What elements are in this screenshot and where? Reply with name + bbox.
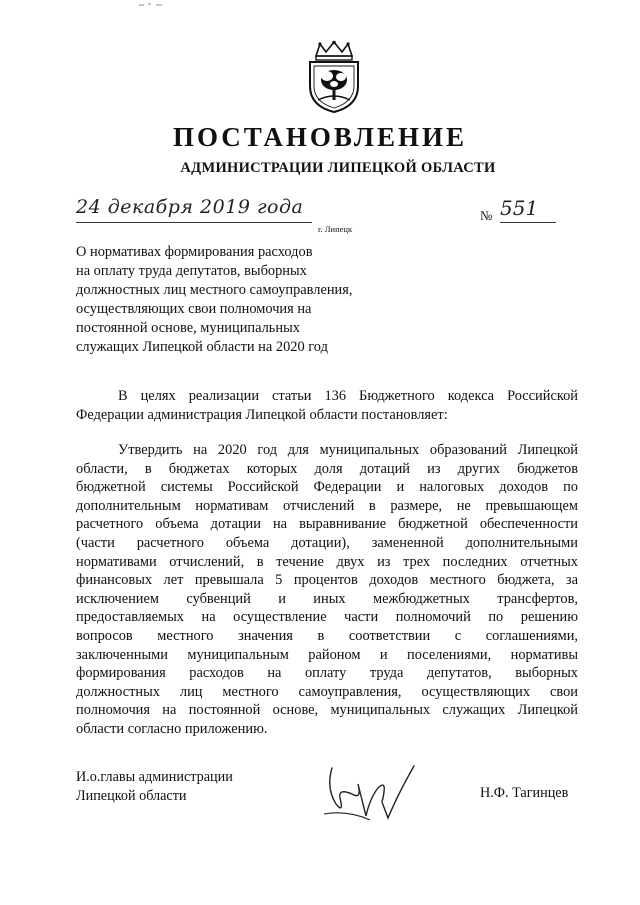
heading-line: осуществляющих свои полномочия на	[76, 301, 312, 317]
paragraph-line: полномочия на постоянной основе, муниципальных служащих Липецкой	[76, 702, 578, 719]
resolution-body-paragraph	[76, 441, 578, 739]
document-subtitle: АДМИНИСТРАЦИИ ЛИПЕЦКОЙ ОБЛАСТИ	[180, 160, 496, 176]
paragraph-line: предоставляемых на осуществление части полномочий по решению	[76, 609, 578, 626]
scan-mark-icon	[138, 0, 164, 8]
paragraph-line: Федерации администрация Липецкой области постановляет:	[76, 406, 448, 423]
heading-line: служащих Липецкой области на 2020 год	[76, 339, 328, 355]
heading-line: постоянной основе, муниципальных	[76, 320, 300, 336]
paragraph-line: расчетного объема дотации на выравнивание бюджетной обеспеченности	[76, 516, 578, 533]
paragraph-line: В целях реализации статьи 136 Бюджетного кодекса Российской	[118, 388, 578, 404]
number-underline	[500, 222, 556, 223]
paragraph-line: области согласно приложению.	[76, 720, 268, 737]
signatory-position-line: И.о.главы администрации	[76, 769, 233, 785]
coat-of-arms-icon	[302, 40, 366, 114]
paragraph-line: (части расчетного объема дотации), замененной дополнительными	[76, 534, 578, 551]
paragraph-line: бюджетной системы Российской Федерации и налоговых доходов по	[76, 479, 578, 496]
paragraph-line: дополнительным нормативам отчислений в размере, не превышающем	[76, 497, 578, 514]
paragraph-line: вопросов местного значения в соответствии с соглашениями,	[76, 627, 578, 644]
paragraph-line: исключением субвенций и иных межбюджетных трансфертов,	[76, 590, 578, 607]
handwritten-number: 551	[500, 196, 539, 220]
handwritten-date: 24 декабря 2019 года	[76, 196, 304, 218]
paragraph-line: формирования расходов на оплату труда депутатов, выборных	[76, 665, 578, 682]
signatory-position	[76, 768, 233, 806]
preamble-paragraph	[76, 387, 578, 424]
resolution-heading	[76, 243, 376, 357]
heading-line: О нормативах формирования расходов	[76, 244, 313, 260]
date-underline	[76, 222, 312, 223]
signatory-name: Н.Ф. Тагинцев	[480, 785, 569, 801]
city-label: г. Липецк	[318, 224, 353, 234]
document-title: ПОСТАНОВЛЕНИЕ	[172, 122, 468, 152]
paragraph-line: Утвердить на 2020 год для муниципальных образований Липецкой	[118, 442, 578, 458]
heading-line: должностных лиц местного самоуправления,	[76, 282, 353, 298]
paragraph-line: финансовых лет превышала 5 процентов доходов местного бюджета, за	[76, 572, 578, 589]
signatory-position-line: Липецкой области	[76, 788, 187, 804]
paragraph-line: нормативами отчислений, в течение двух из трех последних отчетных	[76, 553, 578, 570]
paragraph-line: области, в бюджетах которых доля дотаций из других бюджетов	[76, 460, 578, 477]
signature-icon	[318, 758, 428, 828]
paragraph-line: должностных лиц местного самоуправления, осуществляющих свои	[76, 683, 578, 700]
number-prefix: №	[480, 208, 493, 223]
paragraph-line: заключенными муниципальным районом и поселениями, нормативы	[76, 646, 578, 663]
heading-line: на оплату труда депутатов, выборных	[76, 263, 307, 279]
